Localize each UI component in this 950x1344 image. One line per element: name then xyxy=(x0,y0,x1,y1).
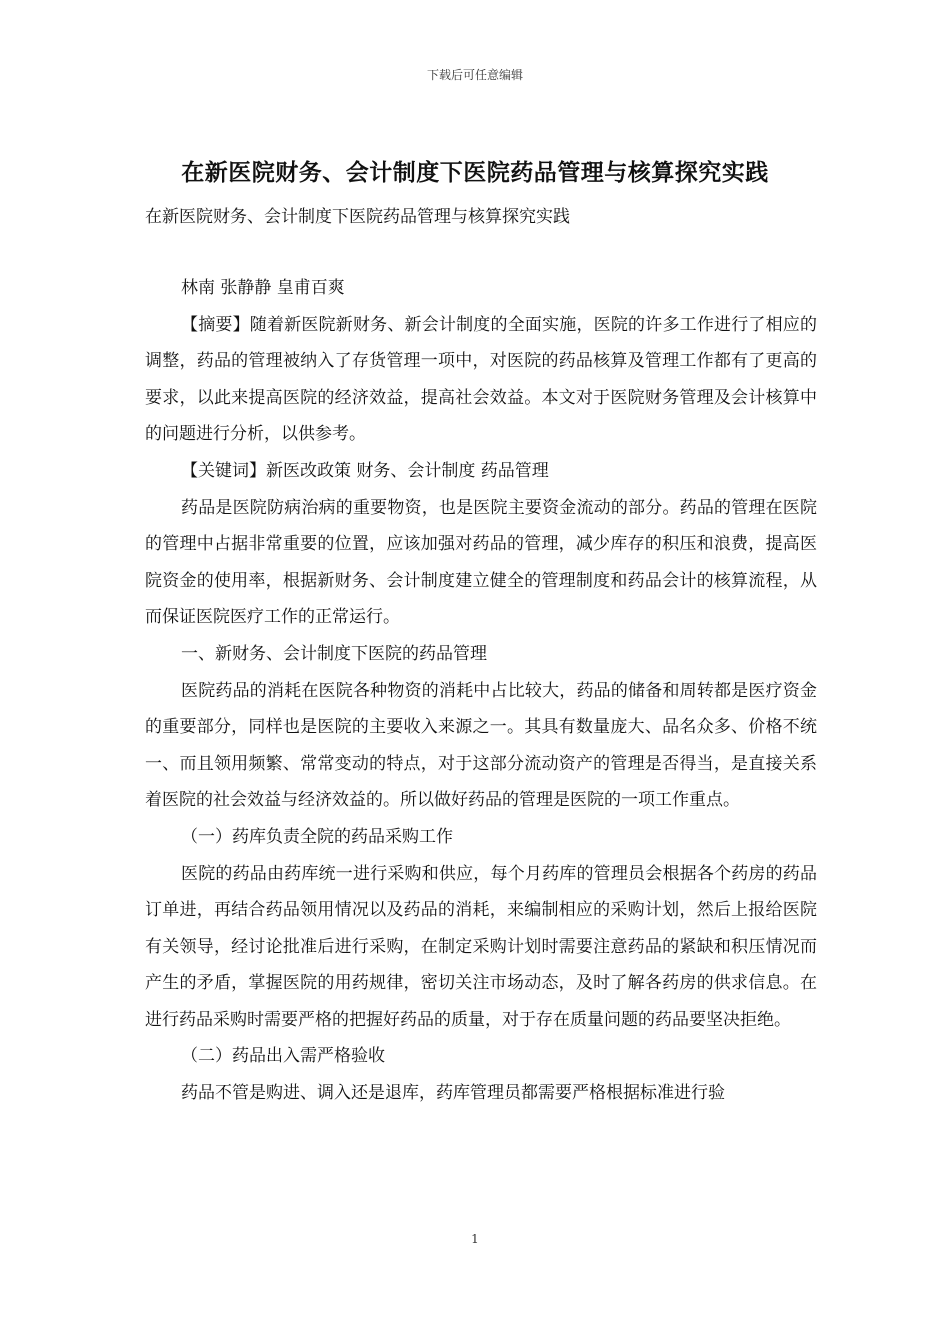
paragraph: 医院药品的消耗在医院各种物资的消耗中占比较大，药品的储备和周转都是医疗资金的重要部分，同样也是医院的主要收入来源之一。其具有数量庞大、品名众多、价格不统一、而且领用频繁、常常变动的特点，对于这部分流动资产的管理是否得当，是直接关系着医院的社会效益与经济效益的。所以做好药品的管理是医院的一项工作重点。 xyxy=(145,680,817,811)
document-title: 在新医院财务、会计制度下医院药品管理与核算探究实践 xyxy=(181,159,769,186)
subsection-heading: （一）药库负责全院的药品采购工作 xyxy=(181,826,453,847)
paragraph: 医院的药品由药库统一进行采购和供应，每个月药库的管理员会根据各个药房的药品订单进，再结合药品领用情况以及药品的消耗，来编制相应的采购计划，然后上报给医院有关领导，经讨论批准后进行采购，在制定采购计划时需要注意药品的紧缺和积压情况而产生的矛盾，掌握医院的用药规律，密切关注市场动态，及时了解各药房的供求信息。在进行药品采购时需要严格的把握好药品的质量，对于存在质量问题的药品要坚决拒绝。 xyxy=(145,863,817,1030)
page-header: 下载后可任意编辑 xyxy=(426,68,523,82)
abstract: 【摘要】随着新医院新财务、新会计制度的全面实施，医院的许多工作进行了相应的调整，药品的管理被纳入了存货管理一项中，对医院的药品核算及管理工作都有了更高的要求，以此来提高医院的经济效益，提高社会效益。本文对于医院财务管理及会计核算中的问题进行分析，以供参考。 xyxy=(145,314,817,445)
subsection-heading: （二）药品出入需严格验收 xyxy=(181,1046,385,1067)
document-subtitle: 在新医院财务、会计制度下医院药品管理与核算探究实践 xyxy=(145,207,570,227)
authors: 林南 张静静 皇甫百爽 xyxy=(181,278,345,298)
paragraph: 药品不管是购进、调入还是退库，药库管理员都需要严格根据标准进行验 xyxy=(181,1083,725,1104)
document-body xyxy=(145,270,817,1112)
keywords: 【关键词】新医改政策 财务、会计制度 药品管理 xyxy=(181,460,549,481)
section-heading: 一、新财务、会计制度下医院的药品管理 xyxy=(181,643,487,664)
page-number: 1 xyxy=(471,1232,479,1246)
paragraph: 药品是医院防病治病的重要物资，也是医院主要资金流动的部分。药品的管理在医院的管理中占据非常重要的位置，应该加强对药品的管理，减少库存的积压和浪费，提高医院资金的使用率，根据新财务、会计制度建立健全的管理制度和药品会计的核算流程，从而保证医院医疗工作的正常运行。 xyxy=(145,497,817,628)
